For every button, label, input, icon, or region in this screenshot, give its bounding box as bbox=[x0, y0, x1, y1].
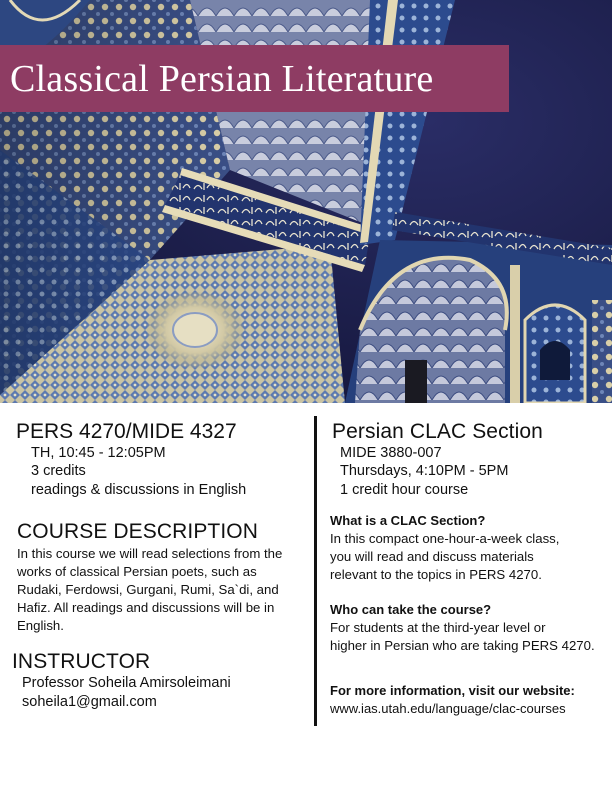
column-divider bbox=[314, 416, 317, 726]
what-is-clac-line: you will read and discuss materials bbox=[330, 549, 534, 564]
description-line: English. bbox=[17, 618, 64, 633]
course-code: PERS 4270/MIDE 4327 bbox=[16, 420, 237, 443]
more-info-heading: For more information, visit our website: bbox=[330, 683, 575, 698]
description-line: Rudaki, Ferdowsi, Gurgani, Rumi, Sa`di, and bbox=[17, 582, 279, 597]
description-line: works of classical Persian poets, such as bbox=[17, 564, 257, 579]
what-is-clac-text bbox=[330, 530, 610, 584]
instructor-heading: INSTRUCTOR bbox=[12, 650, 151, 673]
instructor-name: Professor Soheila Amirsoleimani bbox=[22, 675, 231, 691]
who-can-take-line: For students at the third-year level or bbox=[330, 620, 546, 635]
instructor-email[interactable]: soheila1@gmail.com bbox=[22, 694, 157, 710]
description-heading: COURSE DESCRIPTION bbox=[17, 520, 258, 543]
what-is-clac-line: In this compact one-hour-a-week class, bbox=[330, 531, 560, 546]
description-text bbox=[17, 545, 309, 635]
course-schedule: TH, 10:45 - 12:05PM bbox=[31, 445, 166, 461]
clac-heading: Persian CLAC Section bbox=[332, 420, 543, 443]
description-line: Hafiz. All readings and discussions will be in bbox=[17, 600, 275, 615]
clac-code: MIDE 3880-007 bbox=[340, 445, 442, 461]
who-can-take-text bbox=[330, 619, 612, 655]
title-banner bbox=[0, 45, 509, 112]
what-is-clac-heading: What is a CLAC Section? bbox=[330, 513, 486, 528]
description-line: In this course we will read selections from the bbox=[17, 546, 283, 561]
page-title: Classical Persian Literature bbox=[10, 57, 434, 100]
website-link[interactable]: www.ias.utah.edu/language/clac-courses bbox=[330, 701, 566, 716]
course-credits: 3 credits bbox=[31, 463, 86, 479]
clac-schedule: Thursdays, 4:10PM - 5PM bbox=[340, 463, 509, 479]
what-is-clac-line: relevant to the topics in PERS 4270. bbox=[330, 567, 542, 582]
course-language-note: readings & discussions in English bbox=[31, 482, 247, 498]
clac-credit: 1 credit hour course bbox=[340, 482, 469, 498]
who-can-take-heading: Who can take the course? bbox=[330, 602, 492, 617]
who-can-take-line: higher in Persian who are taking PERS 4270. bbox=[330, 638, 595, 653]
